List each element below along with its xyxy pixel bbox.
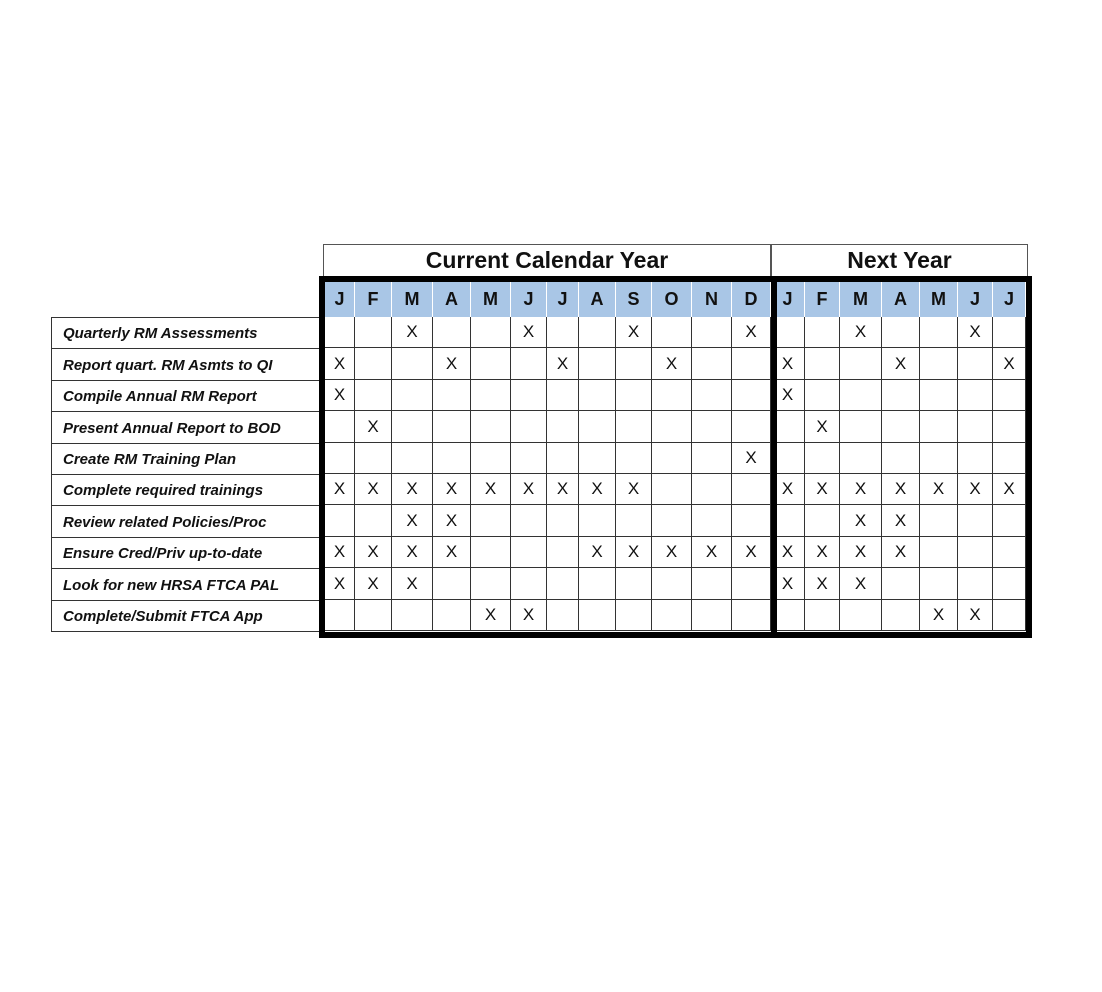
x-mark: X: [445, 479, 458, 498]
schedule-cell: [692, 505, 732, 537]
schedule-cell: [771, 411, 805, 443]
schedule-cell: [325, 474, 355, 505]
schedule-cell: [616, 505, 652, 537]
month-header-cell: J: [958, 282, 993, 317]
schedule-cell: [805, 443, 840, 474]
x-mark: X: [705, 542, 718, 561]
task-label: Ensure Cred/Priv up-to-date: [51, 537, 324, 569]
x-mark: X: [627, 479, 640, 498]
month-header-cell: J: [547, 282, 579, 317]
schedule-cell: [771, 537, 805, 568]
schedule-cell: [840, 568, 882, 600]
schedule-cell: [325, 348, 355, 380]
schedule-cell: [920, 600, 958, 631]
schedule-cell: [958, 537, 993, 568]
schedule-cell: [805, 348, 840, 380]
month-header-cell: M: [392, 282, 433, 317]
x-mark: X: [627, 322, 640, 341]
schedule-cell: [547, 537, 579, 568]
schedule-cell: [805, 411, 840, 443]
schedule-cell: [805, 317, 840, 348]
x-mark: X: [484, 605, 497, 624]
schedule-cell: [325, 443, 355, 474]
schedule-cell: [732, 537, 771, 568]
schedule-cell: [805, 474, 840, 505]
schedule-cell: [392, 600, 433, 631]
schedule-cell: [355, 380, 392, 411]
schedule-cell: [692, 600, 732, 631]
schedule-cell: [958, 474, 993, 505]
schedule-cell: [840, 380, 882, 411]
schedule-cell: [958, 568, 993, 600]
schedule-cell: [920, 568, 958, 600]
x-mark: X: [333, 385, 346, 404]
schedule-cell: [511, 600, 547, 631]
schedule-cell: [511, 505, 547, 537]
schedule-cell: [882, 443, 920, 474]
schedule-cell: [433, 600, 471, 631]
task-label: Review related Policies/Proc: [51, 505, 324, 538]
schedule-cell: [471, 443, 511, 474]
schedule-cell: [616, 380, 652, 411]
schedule-cell: [920, 505, 958, 537]
schedule-cell: [511, 411, 547, 443]
month-header-cell: F: [355, 282, 392, 317]
schedule-cell: [840, 537, 882, 568]
schedule-cell: [771, 568, 805, 600]
schedule-cell: [579, 411, 616, 443]
x-mark: X: [445, 510, 458, 530]
schedule-cell: [579, 600, 616, 631]
schedule-cell: [958, 411, 993, 443]
schedule-cell: [547, 380, 579, 411]
schedule-cell: [920, 411, 958, 443]
x-mark: X: [969, 605, 981, 624]
schedule-cell: [471, 411, 511, 443]
x-mark: X: [894, 510, 907, 530]
schedule-cell: [958, 317, 993, 348]
month-header-cell: O: [652, 282, 692, 317]
schedule-cell: [547, 411, 579, 443]
task-label: Report quart. RM Asmts to QI: [51, 348, 324, 381]
schedule-cell: [732, 600, 771, 631]
month-header-cell: J: [993, 282, 1026, 317]
schedule-cell: [692, 380, 732, 411]
schedule-cell: [652, 600, 692, 631]
schedule-cell: [579, 505, 616, 537]
schedule-cell: [471, 537, 511, 568]
x-mark: X: [816, 416, 828, 436]
schedule-cell: [652, 380, 692, 411]
schedule-cell: [547, 348, 579, 380]
schedule-cell: [805, 600, 840, 631]
schedule-cell: [840, 600, 882, 631]
schedule-cell: [920, 380, 958, 411]
x-mark: X: [556, 479, 569, 498]
schedule-cell: [958, 505, 993, 537]
x-mark: X: [854, 479, 867, 498]
x-mark: X: [854, 542, 867, 561]
schedule-cell: [840, 411, 882, 443]
schedule-cell: [471, 505, 511, 537]
schedule-cell: [652, 317, 692, 348]
month-header-cell: J: [511, 282, 547, 317]
x-mark: X: [406, 510, 418, 530]
schedule-cell: [355, 537, 392, 568]
schedule-cell: [325, 600, 355, 631]
schedule-cell: [547, 600, 579, 631]
x-mark: X: [522, 322, 535, 341]
x-mark: X: [781, 385, 794, 404]
x-mark: X: [781, 353, 794, 373]
schedule-cell: [392, 537, 433, 568]
x-mark: X: [854, 510, 867, 530]
schedule-cell: [993, 568, 1026, 600]
schedule-cell: [692, 474, 732, 505]
x-mark: X: [665, 542, 678, 561]
schedule-cell: [652, 348, 692, 380]
schedule-cell: [355, 474, 392, 505]
month-header-cell: S: [616, 282, 652, 317]
task-label: Complete required trainings: [51, 474, 324, 506]
schedule-cell: [652, 505, 692, 537]
x-mark: X: [522, 605, 535, 624]
schedule-cell: [392, 317, 433, 348]
schedule-cell: [771, 348, 805, 380]
schedule-cell: [511, 348, 547, 380]
schedule-cell: [993, 505, 1026, 537]
schedule-cell: [771, 600, 805, 631]
x-mark: X: [367, 542, 379, 561]
schedule-cell: [616, 348, 652, 380]
schedule-cell: [882, 348, 920, 380]
schedule-cell: [433, 380, 471, 411]
task-label: Quarterly RM Assessments: [51, 317, 324, 349]
schedule-cell: [471, 380, 511, 411]
x-mark: X: [522, 479, 535, 498]
schedule-cell: [392, 348, 433, 380]
schedule-cell: [433, 568, 471, 600]
schedule-cell: [732, 380, 771, 411]
schedule-cell: [579, 443, 616, 474]
schedule-cell: [616, 600, 652, 631]
schedule-cell: [547, 443, 579, 474]
schedule-cell: [958, 380, 993, 411]
x-mark: X: [894, 542, 907, 561]
schedule-cell: [732, 411, 771, 443]
x-mark: X: [894, 479, 907, 498]
month-header-cell: M: [840, 282, 882, 317]
schedule-cell: [433, 348, 471, 380]
x-mark: X: [367, 416, 379, 436]
schedule-cell: [392, 380, 433, 411]
x-mark: X: [406, 479, 418, 498]
schedule-cell: [355, 568, 392, 600]
schedule-cell: [692, 443, 732, 474]
schedule-cell: [805, 505, 840, 537]
schedule-cell: [771, 317, 805, 348]
schedule-cell: [732, 443, 771, 474]
schedule-cell: [732, 474, 771, 505]
task-label: Present Annual Report to BOD: [51, 411, 324, 444]
schedule-cell: [920, 443, 958, 474]
month-header-cell: F: [805, 282, 840, 317]
schedule-cell: [547, 568, 579, 600]
schedule-cell: [882, 537, 920, 568]
schedule-cell: [392, 505, 433, 537]
schedule-cell: [882, 474, 920, 505]
schedule-cell: [652, 443, 692, 474]
schedule-cell: [547, 317, 579, 348]
schedule-cell: [993, 348, 1026, 380]
schedule-cell: [547, 505, 579, 537]
schedule-cell: [692, 411, 732, 443]
schedule-cell: [392, 411, 433, 443]
schedule-cell: [732, 505, 771, 537]
x-mark: X: [1003, 353, 1015, 373]
schedule-cell: [993, 537, 1026, 568]
x-mark: X: [854, 322, 867, 341]
schedule-cell: [692, 348, 732, 380]
schedule-cell: [355, 600, 392, 631]
x-mark: X: [591, 479, 603, 498]
schedule-cell: [993, 380, 1026, 411]
schedule-cell: [771, 380, 805, 411]
schedule-cell: [993, 600, 1026, 631]
current-year-header: Current Calendar Year: [323, 244, 771, 276]
schedule-cell: [325, 411, 355, 443]
schedule-cell: [355, 317, 392, 348]
x-mark: X: [406, 322, 418, 341]
schedule-cell: [433, 474, 471, 505]
month-header-cell: J: [771, 282, 805, 317]
schedule-cell: [616, 568, 652, 600]
schedule-cell: [882, 411, 920, 443]
schedule-cell: [882, 600, 920, 631]
schedule-cell: [882, 380, 920, 411]
schedule-cell: [692, 568, 732, 600]
month-header-cell: J: [325, 282, 355, 317]
schedule-cell: [692, 317, 732, 348]
month-header-cell: A: [433, 282, 471, 317]
schedule-cell: [771, 443, 805, 474]
x-mark: X: [969, 322, 981, 341]
schedule-cell: [325, 317, 355, 348]
schedule-cell: [882, 317, 920, 348]
schedule-cell: [433, 443, 471, 474]
x-mark: X: [406, 573, 418, 593]
schedule-cell: [652, 568, 692, 600]
x-mark: X: [932, 605, 945, 624]
x-mark: X: [745, 448, 757, 467]
schedule-cell: [958, 443, 993, 474]
schedule-cell: [840, 348, 882, 380]
schedule-cell: [993, 317, 1026, 348]
schedule-cell: [993, 443, 1026, 474]
schedule-cell: [616, 411, 652, 443]
schedule-cell: [920, 348, 958, 380]
task-label: Complete/Submit FTCA App: [51, 600, 324, 632]
schedule-cell: [433, 317, 471, 348]
schedule-cell: [616, 317, 652, 348]
task-label: Look for new HRSA FTCA PAL: [51, 568, 324, 601]
schedule-cell: [579, 317, 616, 348]
x-mark: X: [406, 542, 418, 561]
schedule-cell: [958, 348, 993, 380]
task-label: Create RM Training Plan: [51, 443, 324, 475]
schedule-cell: [579, 474, 616, 505]
month-header-cell: A: [882, 282, 920, 317]
schedule-cell: [840, 474, 882, 505]
schedule-cell: [840, 443, 882, 474]
schedule-cell: [616, 474, 652, 505]
month-header-cell: M: [920, 282, 958, 317]
schedule-cell: [882, 568, 920, 600]
schedule-cell: [511, 537, 547, 568]
next-year-header: Next Year: [771, 244, 1028, 276]
schedule-cell: [511, 443, 547, 474]
schedule-cell: [511, 317, 547, 348]
schedule-cell: [805, 380, 840, 411]
schedule-cell: [511, 380, 547, 411]
schedule-cell: [325, 505, 355, 537]
x-mark: X: [745, 542, 757, 561]
x-mark: X: [894, 353, 907, 373]
schedule-cell: [355, 348, 392, 380]
schedule-cell: [771, 505, 805, 537]
schedule-cell: [471, 348, 511, 380]
schedule-cell: [920, 474, 958, 505]
schedule-cell: [325, 380, 355, 411]
schedule-cell: [805, 537, 840, 568]
x-mark: X: [333, 479, 346, 498]
schedule-cell: [579, 348, 616, 380]
x-mark: X: [665, 353, 678, 373]
schedule-cell: [579, 568, 616, 600]
schedule-cell: [732, 348, 771, 380]
schedule-cell: [652, 474, 692, 505]
x-mark: X: [816, 542, 828, 561]
schedule-cell: [692, 537, 732, 568]
x-mark: X: [556, 353, 569, 373]
x-mark: X: [445, 353, 458, 373]
schedule-cell: [652, 411, 692, 443]
schedule-cell: [732, 317, 771, 348]
schedule-cell: [511, 474, 547, 505]
schedule-cell: [355, 411, 392, 443]
x-mark: X: [816, 479, 828, 498]
x-mark: X: [969, 479, 981, 498]
schedule-cell: [325, 568, 355, 600]
schedule-cell: [652, 537, 692, 568]
schedule-cell: [958, 600, 993, 631]
schedule-cell: [993, 411, 1026, 443]
schedule-cell: [433, 537, 471, 568]
schedule-cell: [616, 537, 652, 568]
schedule-cell: [805, 568, 840, 600]
x-mark: X: [781, 542, 794, 561]
x-mark: X: [333, 353, 346, 373]
schedule-cell: [355, 505, 392, 537]
schedule-cell: [355, 443, 392, 474]
x-mark: X: [627, 542, 640, 561]
schedule-cell: [882, 505, 920, 537]
schedule-cell: [547, 474, 579, 505]
schedule-cell: [471, 568, 511, 600]
schedule-cell: [771, 474, 805, 505]
x-mark: X: [333, 573, 346, 593]
schedule-cell: [392, 443, 433, 474]
x-mark: X: [367, 479, 379, 498]
schedule-cell: [471, 474, 511, 505]
month-header-cell: D: [732, 282, 771, 317]
schedule-cell: [993, 474, 1026, 505]
schedule-cell: [840, 317, 882, 348]
schedule-cell: [433, 505, 471, 537]
x-mark: X: [781, 479, 794, 498]
x-mark: X: [932, 479, 945, 498]
schedule-cell: [920, 537, 958, 568]
x-mark: X: [484, 479, 497, 498]
month-header-cell: M: [471, 282, 511, 317]
schedule-cell: [511, 568, 547, 600]
month-header-cell: A: [579, 282, 616, 317]
schedule-cell: [325, 537, 355, 568]
schedule-cell: [392, 568, 433, 600]
x-mark: X: [781, 573, 794, 593]
schedule-cell: [920, 317, 958, 348]
task-label: Compile Annual RM Report: [51, 380, 324, 412]
x-mark: X: [1003, 479, 1015, 498]
x-mark: X: [367, 573, 379, 593]
x-mark: X: [745, 322, 757, 341]
schedule-cell: [471, 600, 511, 631]
schedule-cell: [616, 443, 652, 474]
x-mark: X: [333, 542, 346, 561]
schedule-cell: [732, 568, 771, 600]
schedule-cell: [433, 411, 471, 443]
schedule-cell: [392, 474, 433, 505]
x-mark: X: [591, 542, 603, 561]
x-mark: X: [816, 573, 828, 593]
x-mark: X: [854, 573, 867, 593]
schedule-cell: [840, 505, 882, 537]
x-mark: X: [445, 542, 458, 561]
month-header-cell: N: [692, 282, 732, 317]
schedule-cell: [579, 537, 616, 568]
schedule-cell: [579, 380, 616, 411]
schedule-cell: [471, 317, 511, 348]
